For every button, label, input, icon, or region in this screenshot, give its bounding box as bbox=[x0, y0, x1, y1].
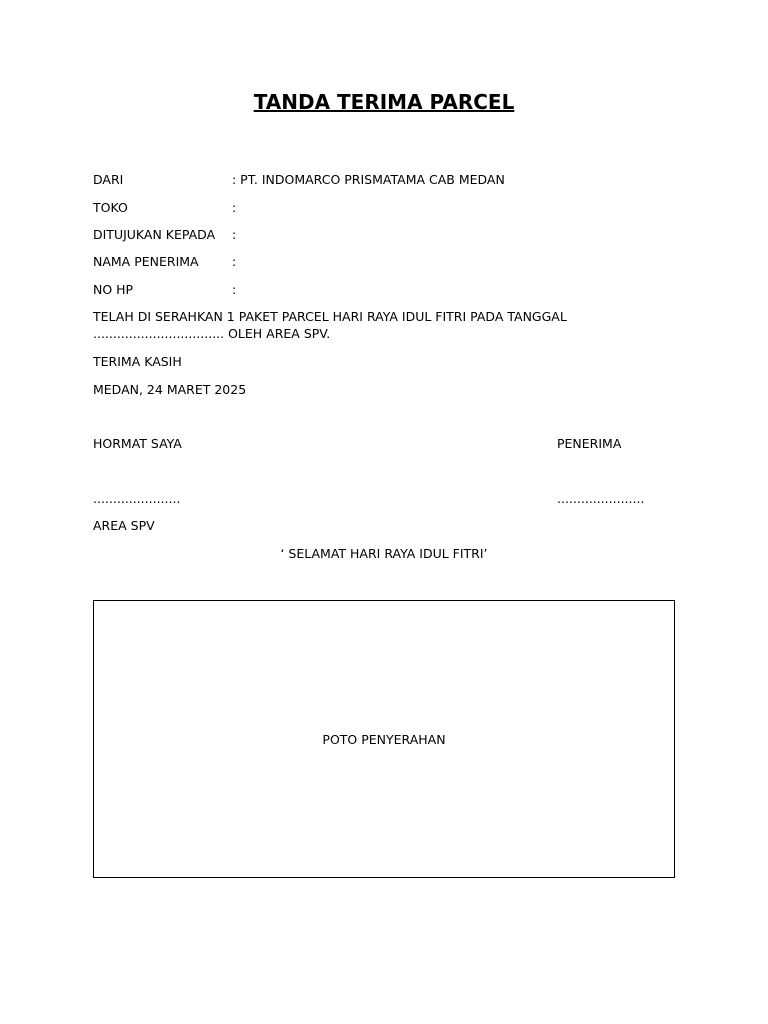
field-value-toko: : bbox=[232, 200, 237, 215]
field-label-nama-penerima: NAMA PENERIMA bbox=[93, 254, 199, 269]
field-value-ditujukan-kepada: : bbox=[232, 227, 237, 242]
signature-left-role: AREA SPV bbox=[93, 518, 155, 533]
field-value-nama-penerima: : bbox=[232, 254, 237, 269]
signature-right-heading: PENERIMA bbox=[557, 436, 622, 451]
greeting-text: ‘ SELAMAT HARI RAYA IDUL FITRI’ bbox=[280, 546, 488, 561]
photo-box-label: POTO PENYERAHAN bbox=[322, 732, 446, 747]
handover-photo-box bbox=[93, 600, 675, 878]
signature-right-blank: ...................... bbox=[557, 491, 645, 506]
field-value-dari: : PT. INDOMARCO PRISMATAMA CAB MEDAN bbox=[232, 172, 505, 187]
field-label-ditujukan-kepada: DITUJUKAN KEPADA bbox=[93, 227, 216, 242]
signature-left-heading: HORMAT SAYA bbox=[93, 436, 182, 451]
field-label-no-hp: NO HP bbox=[93, 282, 134, 297]
field-label-toko: TOKO bbox=[93, 200, 128, 215]
signature-left-blank: ...................... bbox=[93, 491, 181, 506]
place-date: MEDAN, 24 MARET 2025 bbox=[93, 382, 247, 397]
document-title: TANDA TERIMA PARCEL bbox=[253, 90, 515, 114]
handover-statement: TELAH DI SERAHKAN 1 PAKET PARCEL HARI RAYA IDUL FITRI PADA TANGGAL ................................. OLEH AREA SPV. bbox=[93, 309, 567, 341]
field-label-dari: DARI bbox=[93, 172, 124, 187]
thanks-text: TERIMA KASIH bbox=[93, 354, 182, 369]
field-value-no-hp: : bbox=[232, 282, 237, 297]
